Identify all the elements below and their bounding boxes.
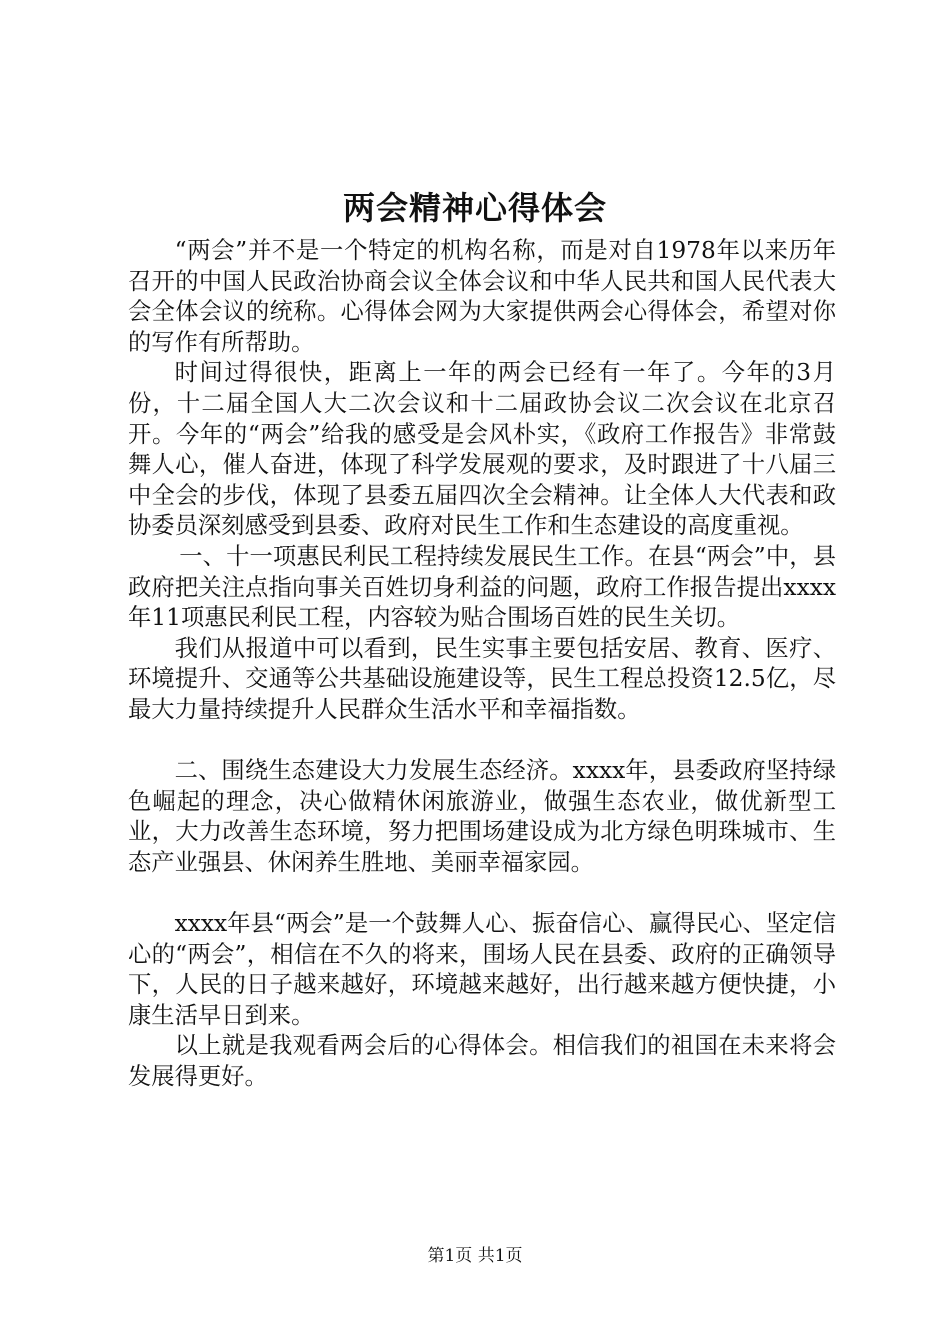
paragraph-point-two: 二、围绕生态建设大力发展生态经济。xxxx年，县委政府坚持绿色崛起的理念，决心做精休闲旅游业，做强生态农业，做优新型工业，大力改善生态环境，努力把围场建设成为北方绿色明珠城市、生态产业强县、休闲养生胜地、美丽幸福家园。 [128,757,836,876]
paragraph-session-summary: 时间过得很快，距离上一年的两会已经有一年了。今年的3月份，十二届全国人大二次会议和十二届政协会议二次会议在北京召开。今年的“两会”给我的感受是会风朴实，《政府工作报告》非常鼓舞人心，催人奋进，体现了科学发展观的要求，及时跟进了十八届三中全会的步伐，体现了县委五届四次全会精神。让全体人大代表和政协委员深刻感受到县委、政府对民生工作和生态建设的高度重视。 [128,359,836,540]
document-body [128,236,836,1093]
page-number-footer: 第1页 共1页 [427,1246,523,1266]
paragraph-intro: “两会”并不是一个特定的机构名称，而是对自1978年以来历年召开的中国人民政治协商会议全体会议和中华人民共和国人民代表大会全体会议的统称。心得体会网为大家提供两会心得体会，希望对你的写作有所帮助。 [128,237,836,356]
paragraph-point-one: 一、十一项惠民利民工程持续发展民生工作。在县“两会”中，县政府把关注点指向事关百姓切身利益的问题，政府工作报告提出xxxx年11项惠民利民工程，内容较为贴合围场百姓的民生关切。 [128,542,836,632]
paragraph-livelihood-investment: 我们从报道中可以看到，民生实事主要包括安居、教育、医疗、环境提升、交通等公共基础设施建设等，民生工程总投资12.5亿，尽最大力量持续提升人民群众生活水平和幸福指数。 [128,634,836,723]
document-title: 两会精神心得体会 [342,189,607,227]
paragraph-outlook: xxxx年县“两会”是一个鼓舞人心、振奋信心、赢得民心、坚定信心的“两会”，相信在不久的将来，围场人民在县委、政府的正确领导下，人民的日子越来越好，环境越来越好，出行越来越方便快捷，小康生活早日到来。 [128,910,836,1029]
paragraph-conclusion: 以上就是我观看两会后的心得体会。相信我们的祖国在未来将会发展得更好。 [128,1032,836,1091]
